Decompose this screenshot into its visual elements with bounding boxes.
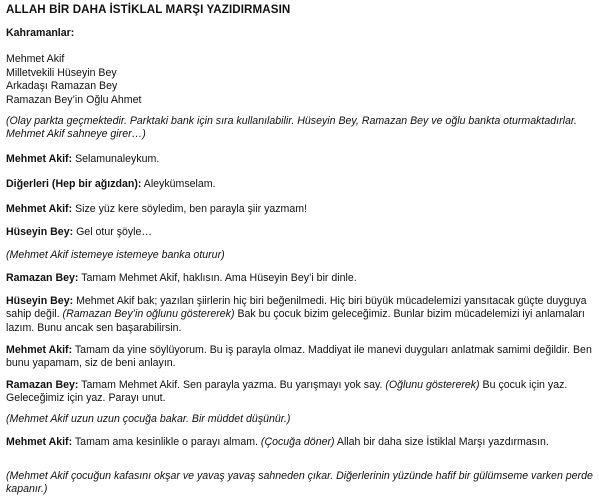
dialogue-line <box>6 436 594 449</box>
speaker-name: Hüseyin Bey: <box>6 295 74 307</box>
dialogue-line <box>6 153 594 166</box>
dialogue-text: Gel otur şöyle… <box>73 226 153 238</box>
opening-stage-direction: (Olay parkta geçmektedir. Parktaki bank için sıra kullanılabilir. Hüseyin Bey, Ramazan Bey ve oğlu bankta oturmaktadırlar. Mehmet Akif sahneye girer…) <box>6 115 577 141</box>
character-item: Arkadaşı Ramazan Bey <box>6 80 118 93</box>
dialogue-text: Size yüz kere söyledim, ben parayla şiir yazmam! <box>72 203 308 215</box>
closing-stage-direction: (Mehmet Akif çocuğun kafasını okşar ve yavaş yavaş sahneden çıkar. Diğerlerinin yüzünde hafif bir gülümseme varken perde kapanır.) <box>6 470 593 496</box>
dialogue-line <box>6 344 594 371</box>
speaker-name: Mehmet Akif: <box>6 436 73 448</box>
dialogue-text: Mehmet Akif bak; yazılan şiirlerin hiç biri beğenilmedi. Hiç biri büyük mücadelemizi yansıtacak güçte duyguya sahip değil. <box>6 295 587 321</box>
speaker-name: Mehmet Akif: <box>6 344 73 356</box>
dialogue-line <box>6 203 594 216</box>
dialogue-text: Selamunaleykum. <box>72 153 160 165</box>
speaker-name: Ramazan Bey: <box>6 379 79 391</box>
dialogue-line <box>6 272 594 285</box>
speaker-name: Mehmet Akif: <box>6 153 73 165</box>
dialogue-line <box>6 379 594 406</box>
inline-stage-direction: (Ramazan Bey’in oğlunu göstererek) <box>62 308 235 321</box>
character-item: Milletvekili Hüseyin Bey <box>6 66 117 79</box>
page-title: ALLAH BİR DAHA İSTİKLAL MARŞI YAZIDIRMASIN <box>6 3 291 16</box>
dialogue-line <box>6 178 594 191</box>
stage-direction: (Mehmet Akif uzun uzun çocuğa bakar. Bir müddet düşünür.) <box>6 413 291 425</box>
dialogue-text: Tamam Mehmet Akif. Sen parayla yazma. Bu yarışmayı yok say. <box>78 379 386 391</box>
dialogue-text: Tamam Mehmet Akif, haklısın. Ama Hüseyin Bey’i bir dinle. <box>78 272 357 284</box>
dialogue-text: Tamam da yine söylüyorum. Bu iş parayla olmaz. Maddiyat ile manevi duyguları anlatmak samimi değildir. Ben bunu yapamam, siz de beni anlayın. <box>6 344 592 370</box>
speaker-name: Mehmet Akif: <box>6 203 73 215</box>
speaker-name: Diğerleri (Hep bir ağızdan): <box>6 178 142 190</box>
stage-direction: (Mehmet Akif istemeye istemeye banka oturur) <box>6 249 225 261</box>
dialogue-text: Allah bir daha size İstiklal Marşı yazdırmasın. <box>334 436 549 448</box>
dialogue-text: Bu çocuk için yaz. Geleceğimiz için yaz. Parayı unut. <box>6 379 568 405</box>
character-item: Ramazan Bey’in Oğlu Ahmet <box>6 93 142 106</box>
dialogue-text: Aleykümselam. <box>141 178 216 190</box>
dialogue-text: Bak bu çocuk bizim geleceğimiz. Bunlar bizim mücadelemizi iyi anlamaları lazım. Bunu ancak sen başarabilirsin. <box>6 308 585 334</box>
speaker-name: Hüseyin Bey: <box>6 226 74 238</box>
dialogue-line <box>6 226 594 239</box>
characters-section <box>6 27 594 107</box>
dialogue-text: Tamam ama kesinlikle o parayı almam. <box>72 436 261 448</box>
speaker-name: Ramazan Bey: <box>6 272 79 284</box>
characters-heading: Kahramanlar: <box>6 27 75 39</box>
character-item: Mehmet Akif <box>6 53 65 66</box>
dialogue-line <box>6 295 594 335</box>
inline-stage-direction: (Çocuğa döner) <box>260 436 335 448</box>
inline-stage-direction: (Oğlunu göstererek) <box>385 379 480 391</box>
